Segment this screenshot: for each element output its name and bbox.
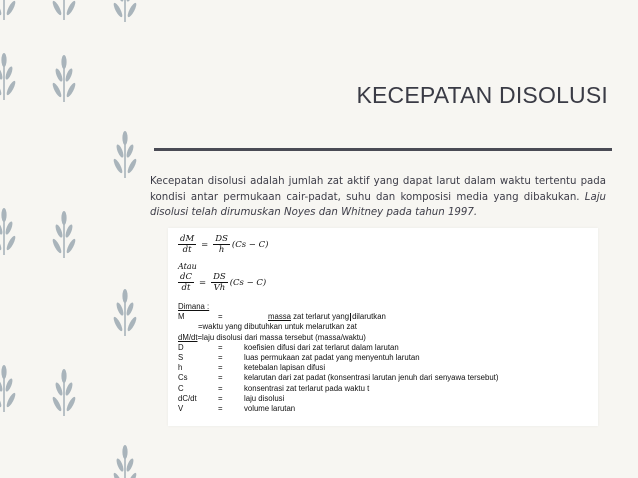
eq1-equals: =	[201, 239, 209, 250]
definition-row	[178, 394, 592, 404]
eq2-rhs-denominator: Vh	[213, 283, 226, 293]
title-divider	[154, 148, 612, 151]
definition-symbol: S	[178, 352, 184, 362]
definition-equals: =	[218, 393, 223, 403]
definition-text: konsentrasi zat terlarut pada waktu t	[244, 383, 370, 393]
definition-row	[178, 333, 592, 343]
definition-row	[178, 384, 592, 394]
definition-row	[178, 322, 592, 332]
definitions-list	[178, 302, 592, 414]
definition-text: laju disolusi	[244, 393, 285, 403]
definition-symbol: C	[178, 383, 184, 393]
definition-equals: =	[218, 383, 223, 393]
definition-text: kelarutan dari zat padat (konsentrasi larutan jenuh dari senyawa tersebut)	[244, 373, 499, 383]
definition-symbol: M	[178, 312, 185, 322]
intro-paragraph	[150, 174, 606, 221]
definition-row	[178, 312, 592, 322]
definition-text	[268, 312, 386, 322]
eq2-equals: =	[198, 277, 207, 288]
definition-text: volume larutan	[244, 403, 296, 413]
eq2-rhs-numerator: DS	[213, 272, 226, 282]
definition-equals: =	[218, 403, 223, 413]
definition-text: luas permukaan zat padat yang menyentuh larutan	[244, 352, 420, 362]
definition-line: =waktu yang dibutuhkan untuk melarutkan zat	[198, 322, 357, 332]
eq1-lhs-denominator: dt	[182, 245, 192, 255]
definition-equals: =	[218, 312, 223, 322]
intro-italic-text: Laju disolusi telah dirumuskan Noyes dan Whitney pada tahun 1997.	[150, 191, 606, 218]
atau-label: Atau	[178, 262, 197, 271]
definition-symbol: dC/dt	[178, 393, 197, 403]
definition-symbol: D	[178, 342, 184, 352]
definition-symbol: dM/dt	[178, 332, 198, 342]
definition-row	[178, 353, 592, 363]
definition-symbol: V	[178, 403, 184, 413]
dimana-label-text: Dimana :	[178, 302, 210, 311]
formula-image	[168, 228, 598, 426]
text-cursor	[350, 313, 351, 321]
definition-row	[178, 343, 592, 353]
definition-equals: =	[218, 363, 223, 373]
eq2-lhs-numerator: dC	[180, 272, 192, 282]
equation-noyes-whitney-mass	[176, 234, 268, 255]
definition-equals: =	[218, 373, 223, 383]
definition-text: koefisien difusi dari zat terlarut dalam larutan	[244, 342, 399, 352]
definition-text-after: dilarutkan	[352, 312, 386, 322]
dimana-label	[178, 302, 592, 312]
eq1-lhs-numerator: dM	[180, 234, 195, 244]
definition-row	[178, 363, 592, 373]
definition-row	[178, 373, 592, 383]
definition-line: =laju disolusi dari massa tersebut (massa/waktu)	[197, 332, 366, 342]
slide-title: KECEPATAN DISOLUSI	[356, 82, 608, 108]
eq2-lhs-denominator: dt	[181, 283, 191, 293]
definition-text-part: zat terlarut yang	[293, 312, 350, 322]
definition-text: ketebalan lapisan difusi	[244, 363, 326, 373]
leaf-sprig-icon	[0, 0, 138, 478]
definition-equals: =	[218, 342, 223, 352]
eq1-tail: (Cs − C)	[231, 239, 269, 250]
equation-noyes-whitney-concentration	[176, 272, 266, 293]
definition-underlined-word: massa	[268, 312, 291, 322]
definition-row	[178, 404, 592, 414]
definition-symbol: h	[178, 363, 183, 373]
eq1-rhs-numerator: DS	[215, 234, 228, 244]
eq1-rhs-denominator: h	[218, 245, 225, 255]
eq2-tail: (Cs − C)	[229, 277, 267, 288]
intro-text: Kecepatan disolusi adalah jumlah zat aktif yang dapat larut dalam waktu tertentu pada kondisi antar permukaan cair-padat, suhu dan komposisi media yang dibakukan.	[150, 176, 606, 203]
definition-symbol: Cs	[178, 373, 188, 383]
definition-equals: =	[218, 352, 223, 362]
leaf-pattern-decoration	[0, 0, 150, 478]
